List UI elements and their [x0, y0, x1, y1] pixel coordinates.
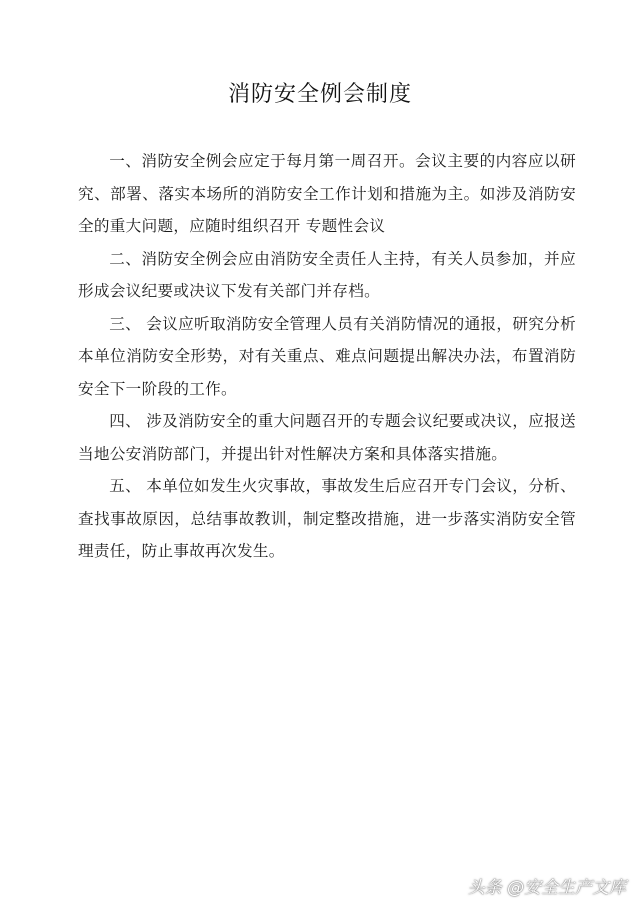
- paragraph-3: 三、 会议应听取消防安全管理人员有关消防情况的通报，研究分析本单位消防安全形势，对有关重点、难点问题提出解决办法，布置消防安全下一阶段的工作。: [78, 314, 576, 398]
- document-title: 消防安全例会制度: [227, 82, 412, 107]
- source-watermark: 头条 @安全生产文库: [467, 878, 626, 898]
- paragraph-5: 五、 本单位如发生火灾事故，事故发生后应召开专门会议，分析、查找事故原因，总结事故教训，制定整改措施，进一步落实消防安全管理责任，防止事故再次发生。: [78, 477, 576, 560]
- document-body: [78, 145, 576, 568]
- paragraph-2: 二、消防安全例会应由消防安全责任人主持，有关人员参加，并应形成会议纪要或决议下发有关部门并存档。: [78, 249, 576, 300]
- paragraph-4: 四、 涉及消防安全的重大问题召开的专题会议纪要或决议，应报送当地公安消防部门，并提出针对性解决方案和具体落实措施。: [78, 412, 576, 463]
- paragraph-1: 一、消防安全例会应定于每月第一周召开。会议主要的内容应以研究、部署、落实本场所的消防安全工作计划和措施为主。如涉及消防安全的重大问题，应随时组织召开 专题性会议: [78, 152, 576, 235]
